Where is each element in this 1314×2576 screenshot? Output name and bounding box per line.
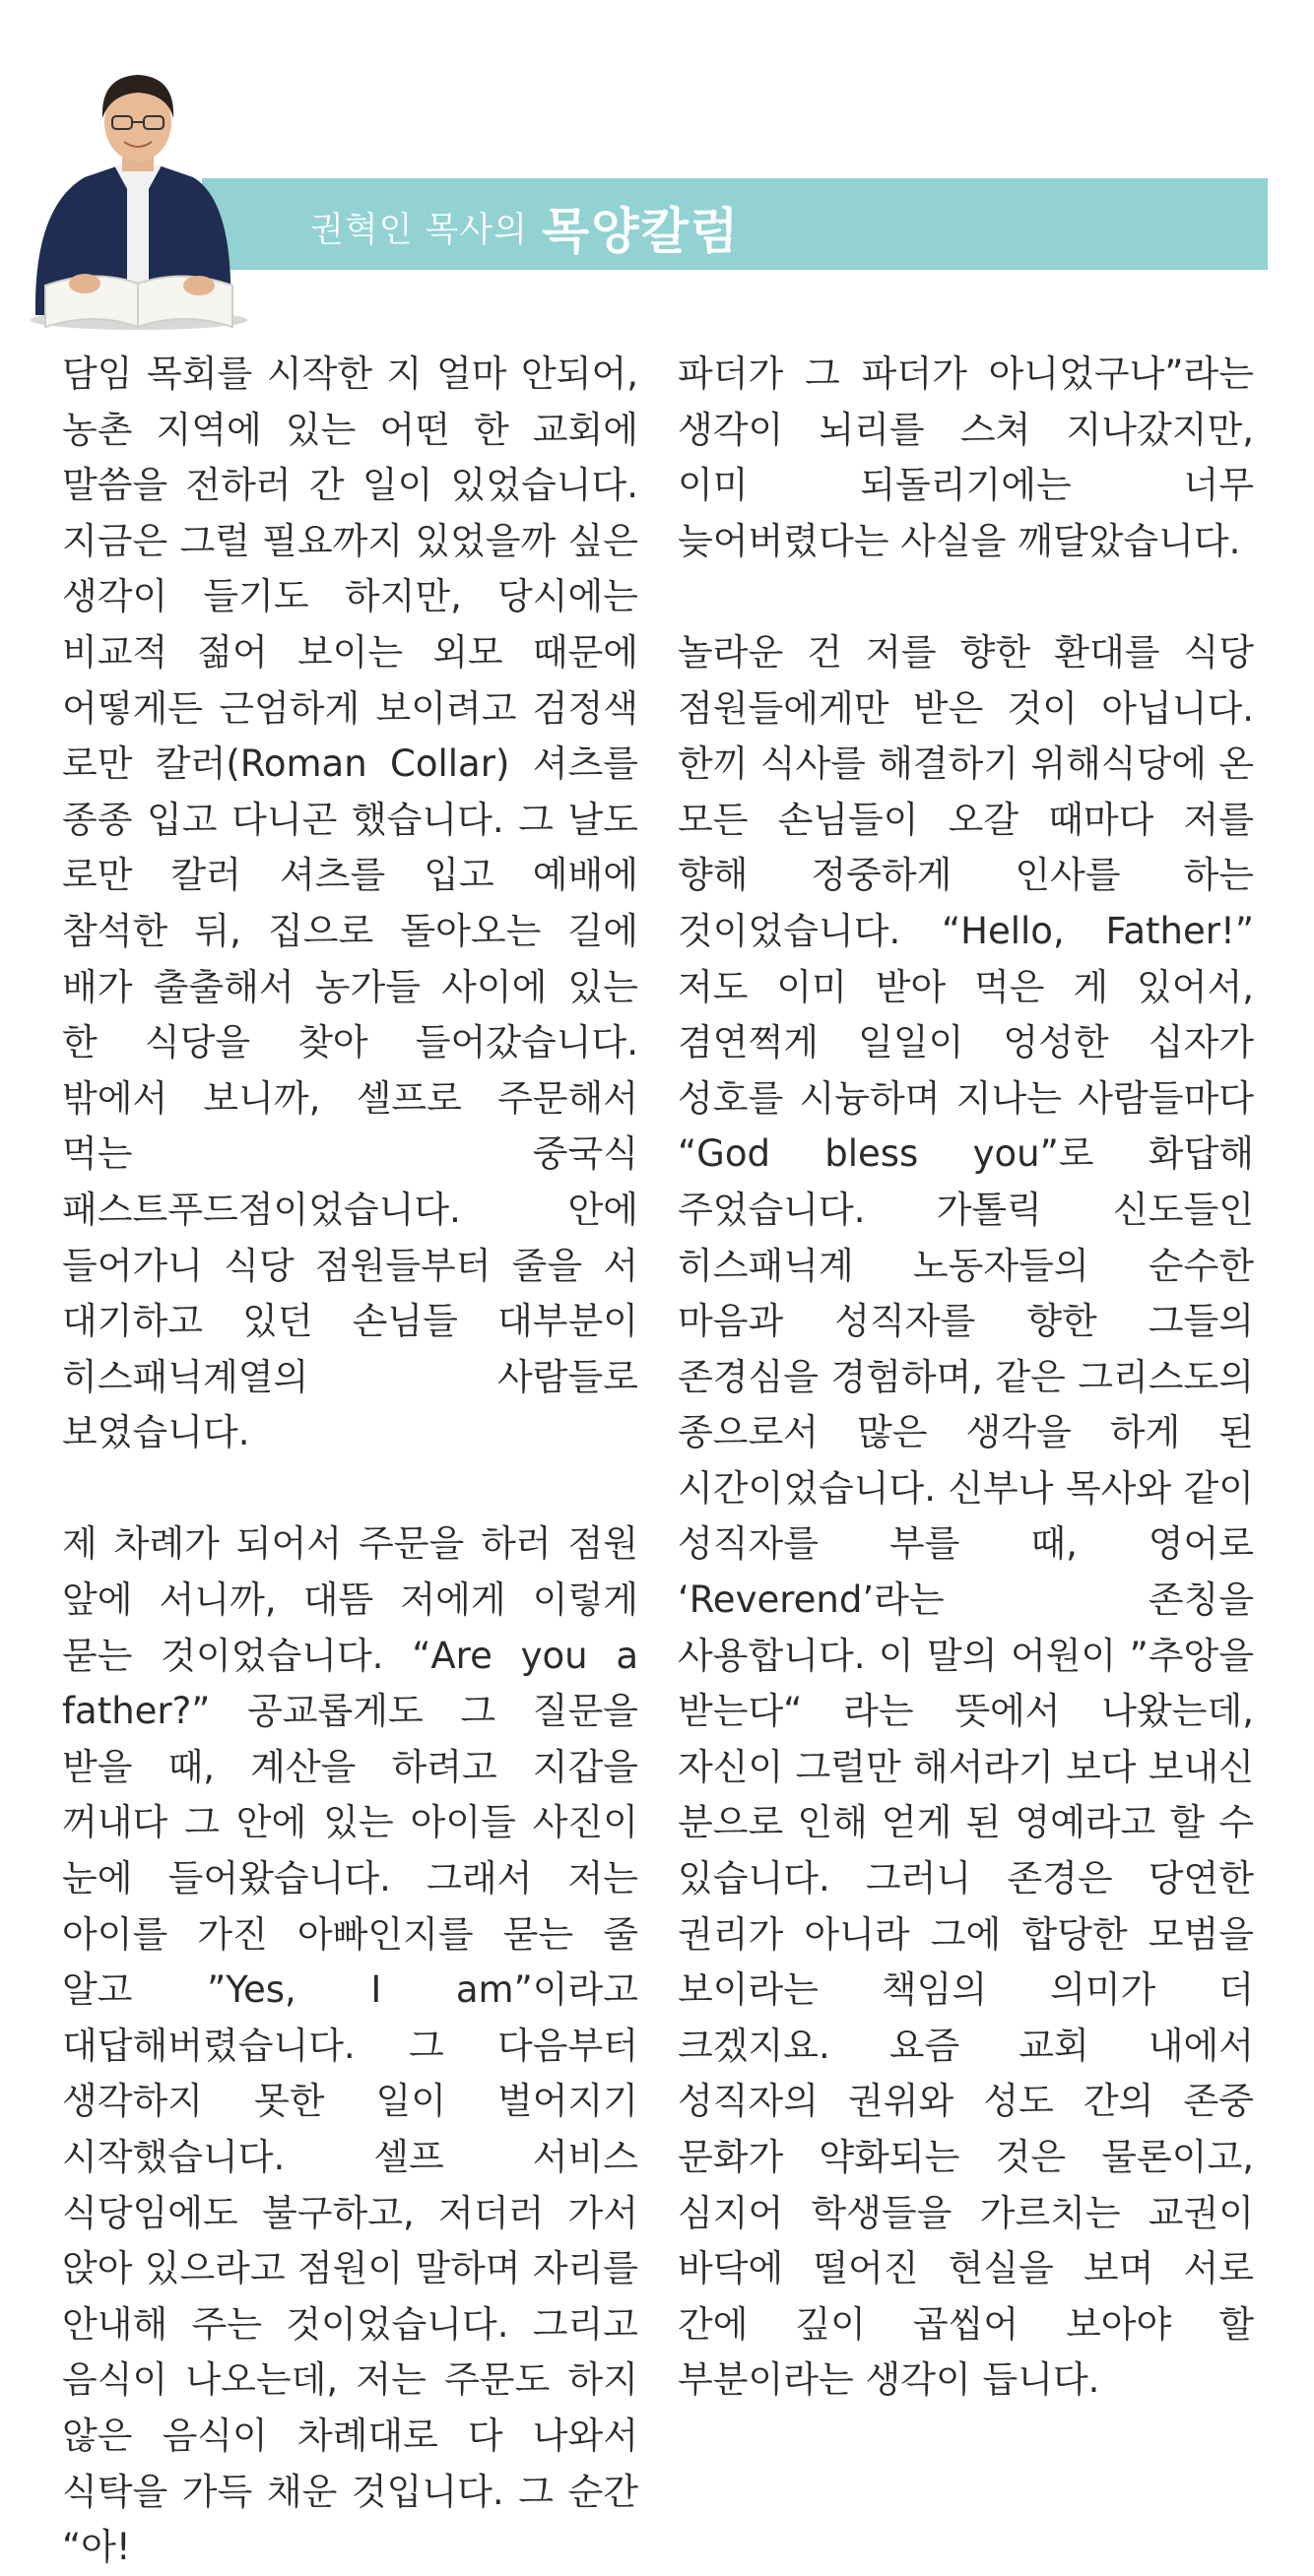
paragraph: 제 차례가 되어서 주문을 하러 점원 앞에 서니까, 대뜸 저에게 이렇게 묻는 것이었습니다. “Are you a father?” 공교롭게도 그 질문을 받을 때, 계산을 하려고 지갑을 꺼내다 그 안에 있는 아이들 사진이 눈에 들어왔습니다. 그래서 저는 아이를 가진 아빠인지를 묻는 줄 알고 ”Yes, I am”이라고 대답해버렸습니다. 그 다음부터 생각하지 못한 일이 벌어지기 시작했습니다. 셀프 서비스 식당임에도 불구하고, 저더러 가서 앉아 있으라고 점원이 말하며 자리를 안내해 주는 것이었습니다. 그리고 음식이 나오는데, 저는 주문도 하지 않은 음식이 차례대로 다 나와서 식탁을 가득 채운 것입니다. 그 순간 “아! [62,1522,638,2569]
paragraph: 파더가 그 파더가 아니었구나”라는 생각이 뇌리를 스쳐 지나갔지만, 이미 되돌리기에는 너무 늦어버렸다는 사실을 깨달았습니다. [678,353,1254,562]
column-header [310,193,740,262]
header-title: 목양칼럼 [542,203,741,260]
paragraph: 담임 목회를 시작한 지 얼마 안되어, 농촌 지역에 있는 어떤 한 교회에 말씀을 전하러 간 일이 있었습니다. 지금은 그럴 필요까지 있었을까 싶은 생각이 들기도 하지만, 당시에는 비교적 젊어 보이는 외모 때문에 어떻게든 근엄하게 보이려고 검정색 로만 칼러(Roman Collar) 셔츠를 종종 입고 다니곤 했습니다. 그 날도 로만 칼러 셔츠를 입고 예배에 참석한 뒤, 집으로 돌아오는 길에 배가 출출해서 농가들 사이에 있는 한 식당을 찾아 들어갔습니다. 밖에서 보니까, 셀프로 주문해서 먹는 중국식 패스트푸드점이었습니다. 안에 들어가니 식당 점원들부터 줄을 서 대기하고 있던 손님들 대부분이 히스패닉계열의 사람들로 보였습니다. [62,353,638,1454]
header-subtitle: 권혁인 목사의 [310,211,528,250]
pastor-photo [16,39,252,335]
article-right-column [678,347,1254,2409]
article-left-column [62,347,638,2576]
paragraph: 놀라운 건 저를 향한 환대를 식당 점원들에게만 받은 것이 아닙니다. 한끼 식사를 해결하기 위해식당에 온 모든 손님들이 오갈 때마다 저를 향해 정중하게 인사를 하는 것이었습니다. “Hello, Father!” 저도 이미 받아 먹은 게 있어서, 겸연쩍게 일일이 엉성한 십자가 성호를 시늉하며 지나는 사람들마다 “God bless you”로 화답해 주었습니다. 가톨릭 신도들인 히스패닉계 노동자들의 순수한 마음과 성직자를 향한 그들의 존경심을 경험하며, 같은 그리스도의 종으로서 많은 생각을 하게 된 시간이었습니다. 신부나 목사와 같이 성직자를 부를 때, 영어로 ‘Reverend’라는 존칭을 사용합니다. 이 말의 어원이 ”추앙을 받는다“ 라는 뜻에서 나왔는데, 자신이 그럴만 해서라기 보다 보내신 분으로 인해 얻게 된 영예라고 할 수 있습니다. 그러니 존경은 당연한 권리가 아니라 그에 합당한 모범을 보이라는 책임의 의미가 더 크겠지요. 요즘 교회 내에서 성직자의 권위와 성도 간의 존중 문화가 약화되는 것은 물론이고, 심지어 학생들을 가르치는 교권이 바닥에 떨어진 현실을 보며 서로 간에 깊이 곱씹어 보아야 할 부분이라는 생각이 듭니다. [678,630,1254,2402]
